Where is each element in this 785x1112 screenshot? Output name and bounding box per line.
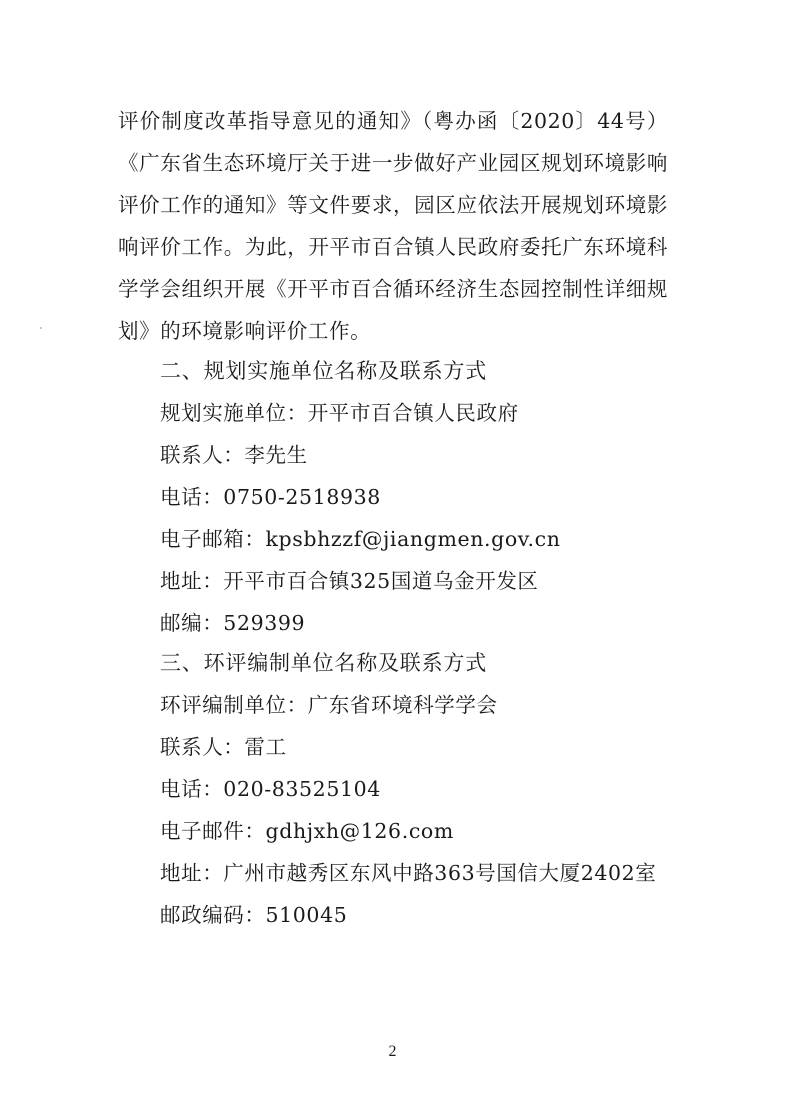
section2-unit: 规划实施单位：开平市百合镇人民政府 bbox=[160, 401, 519, 425]
section3-address: 地址：广州市越秀区东风中路363号国信大厦2402室 bbox=[160, 861, 657, 885]
scan-speck bbox=[40, 327, 42, 329]
section2-email: 电子邮箱：kpsbhzzf@jiangmen.gov.cn bbox=[160, 527, 561, 551]
section3-postcode: 邮政编码：510045 bbox=[160, 903, 348, 927]
section3-phone: 电话：020-83525104 bbox=[160, 777, 381, 801]
section3-heading: 三、环评编制单位名称及联系方式 bbox=[160, 651, 487, 675]
page-number: 2 bbox=[388, 1043, 397, 1060]
intro-paragraph: 评价制度改革指导意见的通知》（粤办函〔2020〕44号）《广东省生态环境厅关于进一步做好产业园区规划环境影响评价工作的通知》等文件要求，园区应依法开展规划环境影响评价工作。为此，开平市百合镇人民政府委托广东环境科学学会组织开展《开平市百合循环经济生态园控制性详细规划》的环境影响评价工作。 bbox=[118, 109, 668, 343]
section2-contact: 联系人：李先生 bbox=[160, 443, 308, 467]
section2-address: 地址：开平市百合镇325国道乌金开发区 bbox=[160, 569, 539, 593]
section2-postcode: 邮编：529399 bbox=[160, 611, 306, 635]
section3-email: 电子邮件：gdhjxh@126.com bbox=[160, 819, 454, 843]
section2-heading: 二、规划实施单位名称及联系方式 bbox=[160, 359, 487, 383]
section3-contact: 联系人：雷工 bbox=[160, 735, 287, 759]
section2-phone: 电话：0750-2518938 bbox=[160, 485, 381, 509]
section3-unit: 环评编制单位：广东省环境科学学会 bbox=[160, 693, 498, 717]
